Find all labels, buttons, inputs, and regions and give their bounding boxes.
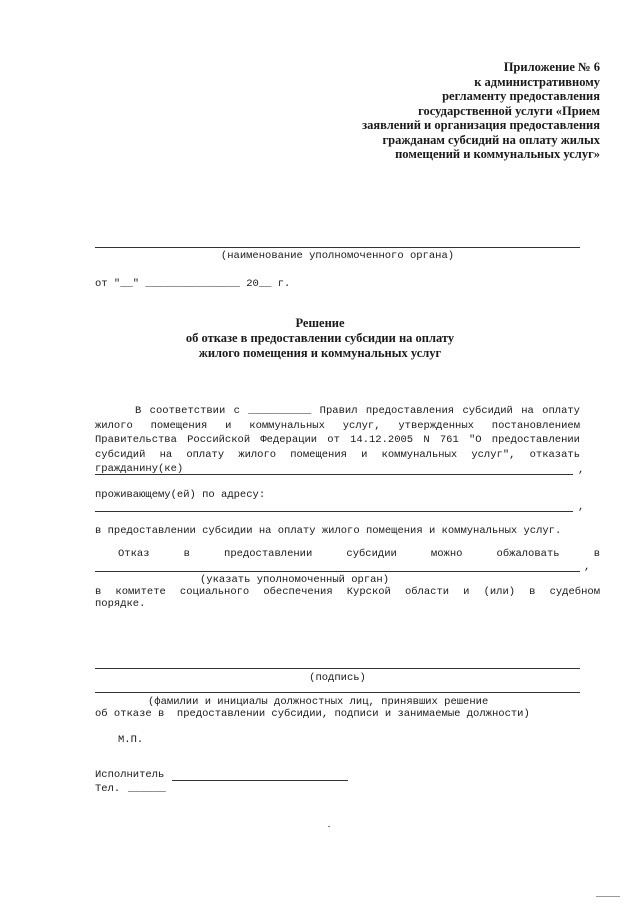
phone-blank: ______ bbox=[128, 783, 166, 795]
title-heading: Решение bbox=[295, 316, 345, 330]
address-line bbox=[95, 511, 573, 512]
officials-caption: об отказе в предоставлении субсидии, подписи и занимаемые должности) bbox=[95, 708, 530, 720]
appendix-line: помещений и коммунальных услуг» bbox=[395, 147, 600, 161]
executor-line bbox=[172, 780, 348, 781]
phone-label: Тел. bbox=[95, 783, 121, 795]
refusal-line: в предоставлении субсидии на оплату жилого помещения и коммунальных услуг. bbox=[95, 525, 562, 537]
officials-line bbox=[95, 692, 580, 693]
committee-line: порядке. bbox=[95, 598, 146, 610]
body-paragraph bbox=[95, 404, 580, 477]
body-line: В соответствии с __________ Правил предоставления субсидий на оплату bbox=[135, 405, 580, 417]
title-line: жилого помещения и коммунальных услуг bbox=[198, 346, 442, 360]
body-line: субсидий на оплату жилого помещения и коммунальных услуг", отказать bbox=[95, 448, 580, 461]
document-title bbox=[120, 316, 520, 361]
scan-mark bbox=[596, 896, 620, 897]
organ-caption: (наименование уполномоченного органа) bbox=[220, 250, 455, 262]
organ-hint: (указать уполномоченный орган) bbox=[200, 574, 390, 586]
appendix-header bbox=[300, 60, 600, 162]
signature-caption: (подпись) bbox=[309, 672, 366, 684]
executor-label: Исполнитель bbox=[95, 769, 165, 781]
address-label: проживающему(ей) по адресу: bbox=[95, 489, 266, 501]
committee-text bbox=[95, 586, 600, 610]
appendix-line: регламенту предоставления bbox=[442, 89, 600, 103]
citizen-name-line bbox=[95, 474, 573, 475]
committee-line: в комитете социального обеспечения Курской области и (или) в судебном bbox=[95, 586, 600, 598]
appendix-line: государственной услуги «Прием bbox=[418, 103, 600, 118]
body-line: жилого помещения и коммунальных услуг, утвержденных постановлением bbox=[95, 419, 580, 432]
comma: , bbox=[584, 561, 591, 573]
body-line: гражданину(ке) bbox=[95, 463, 184, 475]
officials-caption: (фамилии и инициалы должностных лиц, принявших решение bbox=[148, 696, 489, 708]
comma: , bbox=[578, 501, 585, 513]
date-line: от "__" _______________ 20__ г. bbox=[95, 278, 291, 290]
comma: , bbox=[578, 464, 585, 476]
stamp-label: М.П. bbox=[118, 734, 144, 746]
appeal-line: Отказ в предоставлении субсидии можно обжаловать в bbox=[118, 548, 600, 560]
scan-speck bbox=[328, 826, 330, 827]
appendix-line: гражданам субсидий на оплату жилых bbox=[382, 132, 600, 147]
signature-line bbox=[95, 668, 580, 669]
appendix-line: к административному bbox=[474, 74, 600, 89]
appeal-organ-line bbox=[95, 571, 580, 572]
appendix-line: Приложение № 6 bbox=[503, 60, 600, 74]
appendix-line: заявлений и организация предоставления bbox=[362, 118, 600, 132]
body-line: Правительства Российской Федерации от 14.12.2005 N 761 "О предоставлении bbox=[95, 434, 580, 446]
title-line: об отказе в предоставлении субсидии на оплату bbox=[185, 331, 455, 345]
organ-name-line bbox=[95, 247, 580, 248]
